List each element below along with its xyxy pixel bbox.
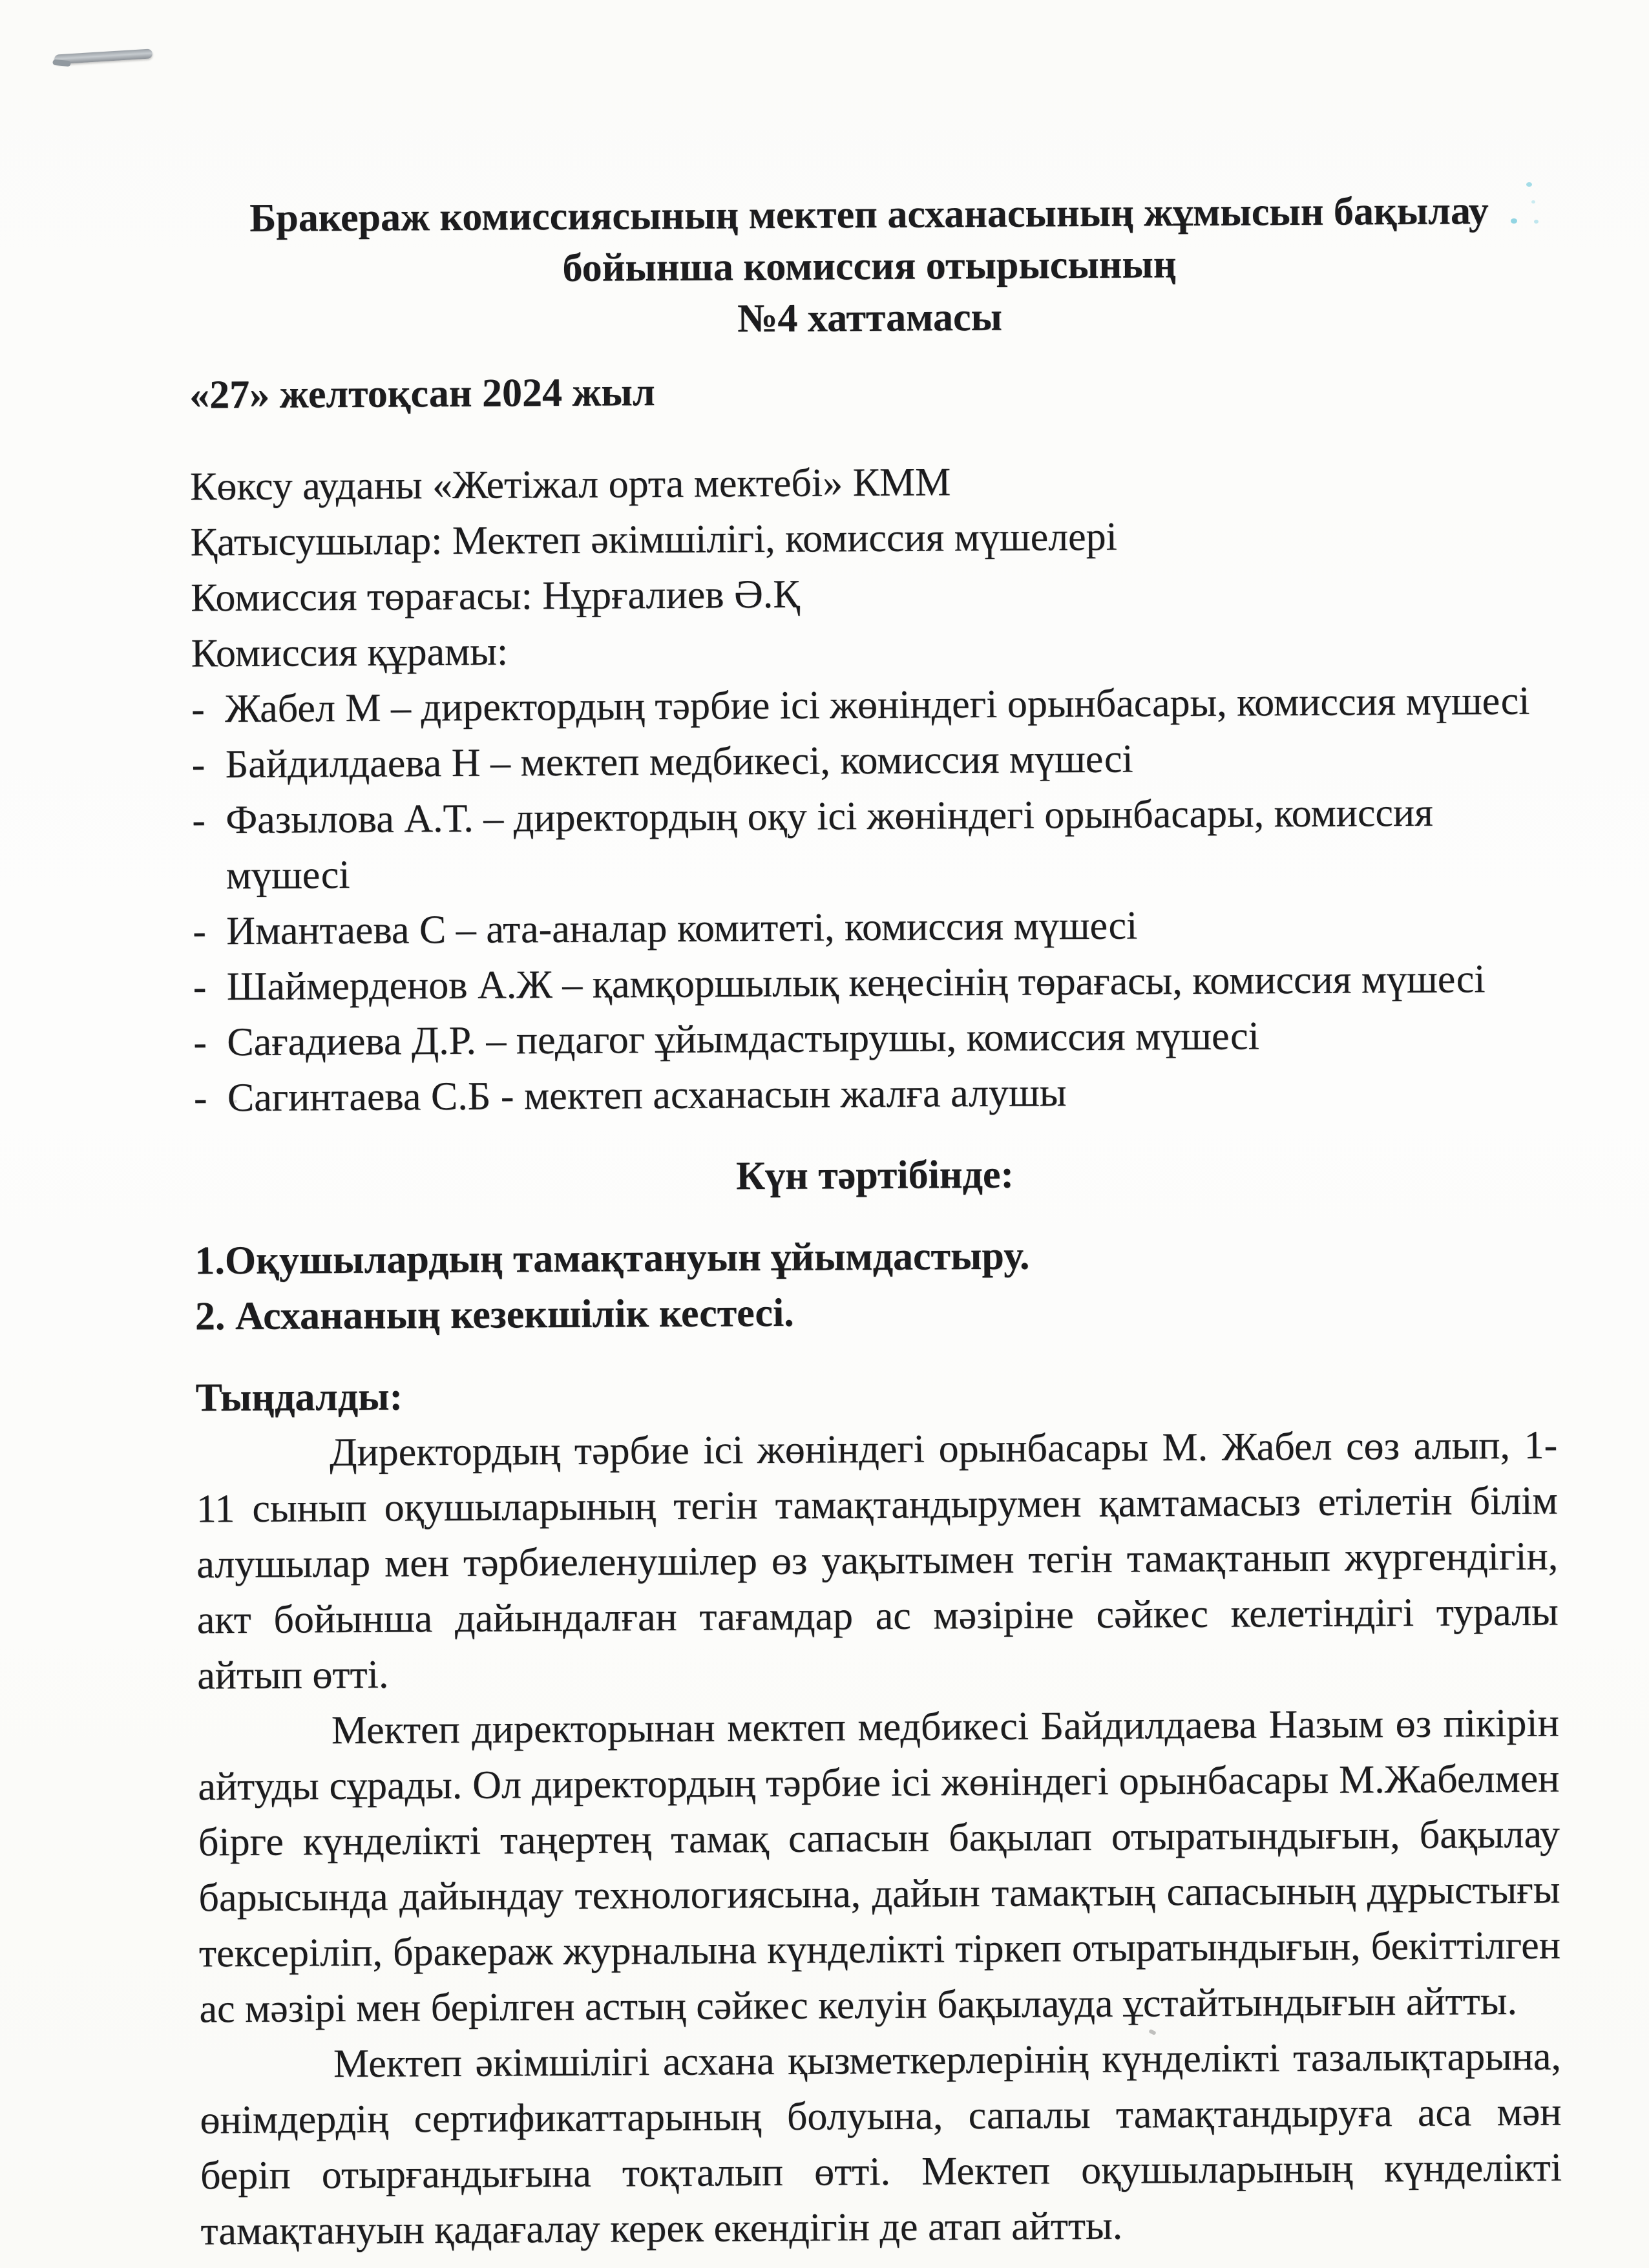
member-text: Байдилдаева Н – мектеп медбикесі, комиссия мүшесі (225, 737, 1133, 787)
agenda-item-2: 2. Асхананың кезекшілік кестесі. (194, 1290, 794, 1339)
list-dash: - (191, 798, 206, 843)
heard-heading: Тыңдалды: (195, 1374, 403, 1420)
member-item (191, 729, 1553, 793)
member-text: Фазылова А.Т. – директордың оқу ісі жөніндегі орынбасары, комиссия мүшесі (225, 790, 1433, 898)
agenda-item-1: 1.Оқушылардың тамақтануын ұйымдастыру. (194, 1234, 1030, 1283)
member-item (191, 673, 1553, 737)
document-content (187, 0, 1562, 2259)
member-text: Сагинтаева С.Б - мектеп асханасын жалға алушы (227, 1071, 1067, 1120)
member-item (193, 896, 1554, 960)
participants-line: Қатысушылар: Мектеп әкімшілігі, комиссия мүшелері (190, 514, 1117, 565)
member-text: Шаймерденов А.Ж – қамқоршылық кеңесінің төрағасы, комиссия мүшесі (226, 957, 1486, 1009)
title-line-1: Бракераж комиссиясының мектеп асханасының жұмысын бақылау (249, 189, 1489, 240)
title-line-2: бойынша комиссия отырысының (562, 242, 1177, 290)
agenda-heading: Күн тәртібінде: (735, 1152, 1014, 1199)
title-line-3: №4 хаттамасы (737, 295, 1003, 341)
member-text: Имантаева С – ата-аналар комитеті, комиссия мүшесі (226, 903, 1138, 954)
member-text: Жабел М – директордың тәрбие ісі жөніндегі орынбасары, комиссия мүшесі (224, 678, 1530, 731)
member-item (192, 784, 1554, 904)
list-dash: - (193, 909, 207, 954)
member-item (193, 1007, 1555, 1071)
list-dash: - (191, 687, 205, 731)
chairman-line: Комиссия төрағасы: Нұрғалиев Ә.Қ (190, 572, 800, 620)
org-line: Көксу ауданы «Жетіжал орта мектебі» КММ (189, 460, 951, 509)
committee-label: Комиссия құрамы: (191, 629, 509, 676)
member-text: Сағадиева Д.Р. – педагог ұйымдастырушы, комиссия мүшесі (227, 1014, 1260, 1065)
member-item (194, 1062, 1555, 1126)
body-paragraph-2: Мектеп директорынан мектеп медбикесі Байдилдаева Назым өз пікірін айтуды сұрады. Ол директордың тәрбие ісі жөніндегі орынбасары М.Жабелмен бірге күнделікті таңертең тамақ сапасын бақылап отыратындығын, бақылау барысында дайындау технологиясына, дайын тамақтың сапасының дұрыстығы тексеріліп, бракераж журналына күнделікті тіркеп отыратындығын, бекіттілген ас мәзірі мен берілген астың сәйкес келуін бақылауда ұстайтындығын айтты. (198, 1701, 1561, 2032)
body-paragraph-1: Директордың тәрбие ісі жөніндегі орынбасары М. Жабел сөз алып, 1-11 сынып оқушыларының тегін тамақтандырумен қамтамасыз етілетін білім алушылар мен тәрбиеленушілер өз уақытымен тегін тамақтанып жүргендігін, акт бойынша дайындалған тағамдар ас мәзіріне сәйкес келетіндігі туралы айтып өтті. (196, 1423, 1559, 1698)
list-dash: - (193, 1020, 207, 1065)
list-dash: - (191, 742, 205, 787)
list-dash: - (193, 1076, 207, 1120)
document-title (187, 0, 1550, 348)
member-item (193, 951, 1555, 1015)
body-paragraph-3: Мектеп әкімшілігі асхана қызметкерлерінің күнделікті тазалықтарына, өнімдердің сертификаттарының болуына, сапалы тамақтандыруға аса мән беріп отырғандығына тоқталып өтті. Мектеп оқушыларының күнделікті тамақтануын қадағалау керек екендігін де атап айтты. (200, 2034, 1562, 2254)
date-line: «27» желтоқсан 2024 жыл (189, 370, 655, 417)
staple-mark (54, 48, 153, 64)
list-dash: - (193, 965, 207, 1009)
